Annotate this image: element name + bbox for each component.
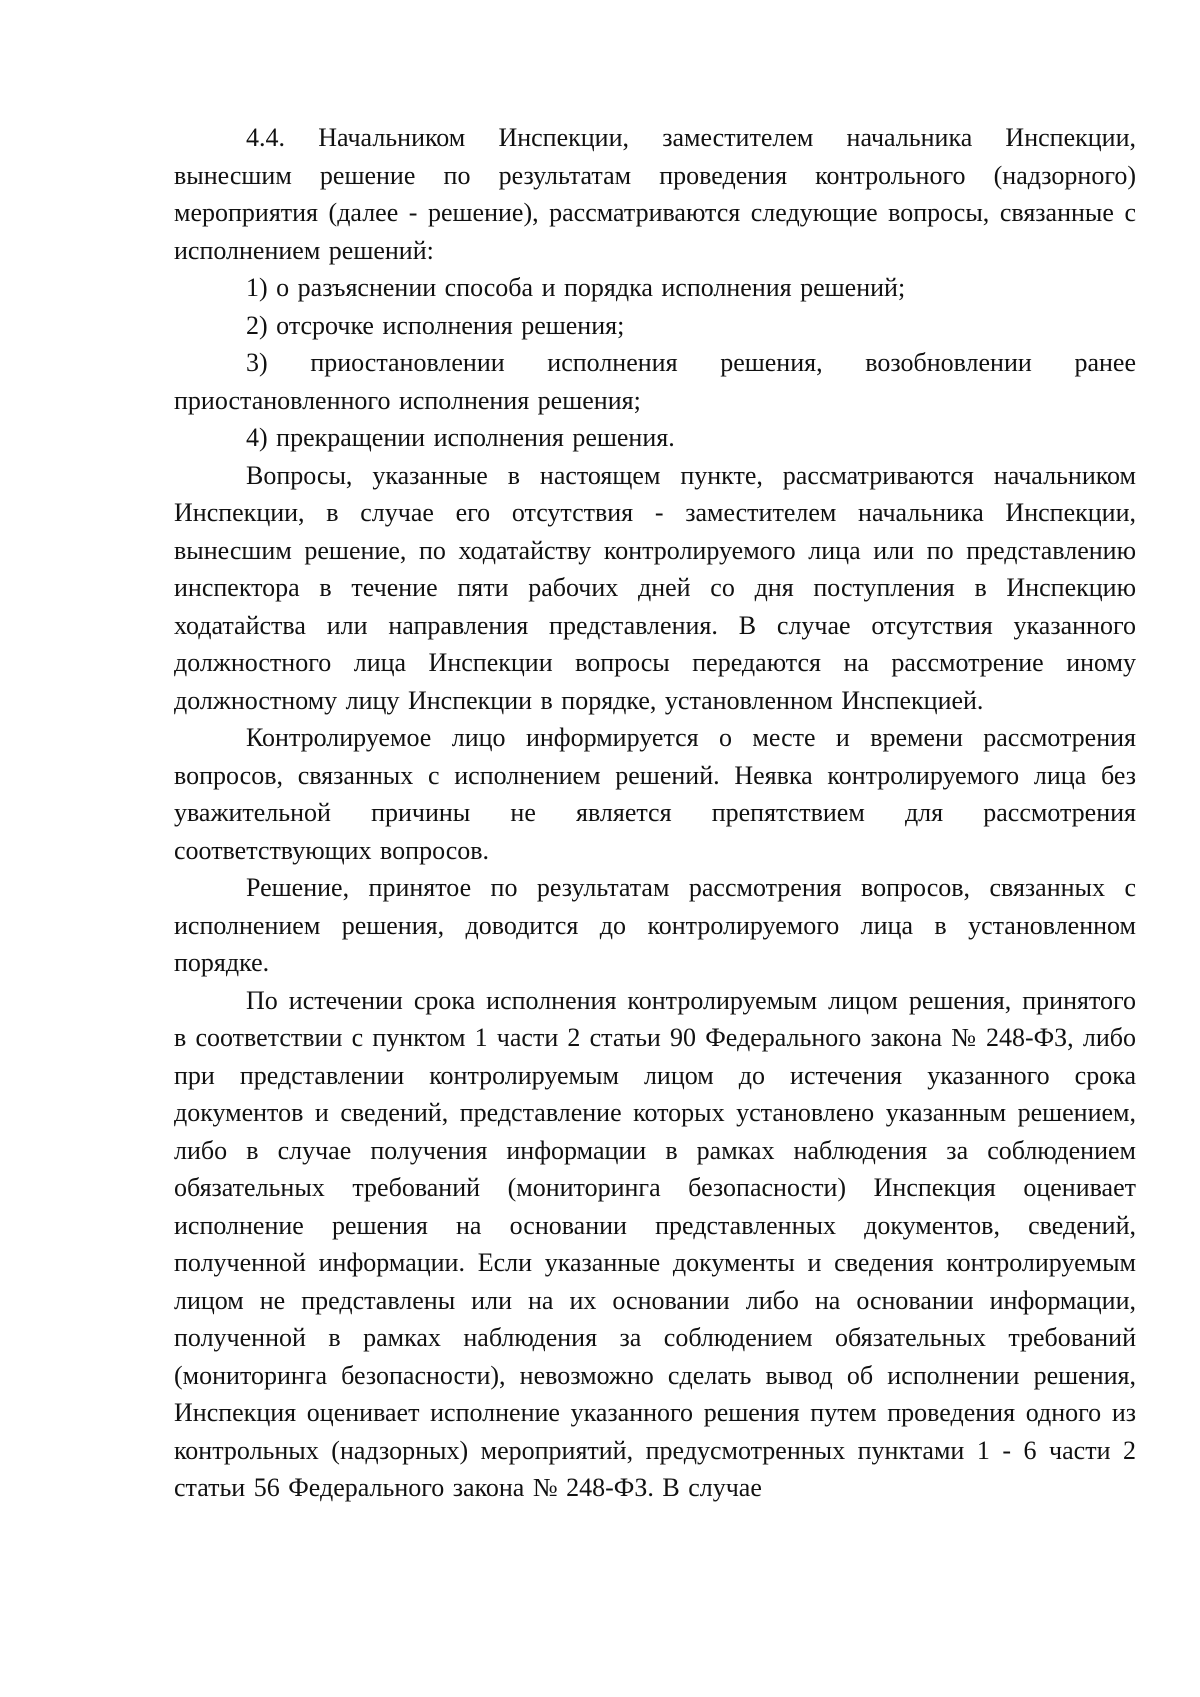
list-item-4: 4) прекращении исполнения решения. xyxy=(246,423,675,452)
paragraph-informing: Контролируемое лицо информируется о месте и времени рассмотрения вопросов, связанных с исполнением решений. Неявка контролируемого лица без уважительной причины не является препятствием для рассмотрения соответствующих вопросов. xyxy=(174,723,1136,865)
paragraph-4-4-intro: 4.4. Начальником Инспекции, заместителем начальника Инспекции, вынесшим решение по результатам проведения контрольного (надзорного) мероприятия (далее - решение), рассматриваются следующие вопросы, связанные с исполнением решений: xyxy=(174,123,1136,265)
document-page xyxy=(174,119,1136,1507)
paragraph-evaluation: По истечении срока исполнения контролируемым лицом решения, принятого в соответствии с пунктом 1 части 2 статьи 90 Федерального закона № 248-ФЗ, либо при представлении контролируемым лицом до истечения указанного срока документов и сведений, представление которых установлено указанным решением, либо в случае получения информации в рамках наблюдения за соблюдением обязательных требований (мониторинга безопасности) Инспекция оценивает исполнение решения на основании представленных документов, сведений, полученной информации. Если указанные документы и сведения контролируемым лицом не представлены или на их основании либо на основании информации, полученной в рамках наблюдения за соблюдением обязательных требований (мониторинга безопасности), невозможно сделать вывод об исполнении решения, Инспекция оценивает исполнение указанного решения путем проведения одного из контрольных (надзорных) мероприятий, предусмотренных пунктами 1 - 6 части 2 статьи 56 Федерального закона № 248-ФЗ. В случае xyxy=(174,985,1136,1502)
paragraph-decision-delivery: Решение, принятое по результатам рассмотрения вопросов, связанных с исполнением решения, доводится до контролируемого лица в установленном порядке. xyxy=(174,873,1136,977)
paragraph-questions-review: Вопросы, указанные в настоящем пункте, рассматриваются начальником Инспекции, в случае его отсутствия - заместителем начальника Инспекции, вынесшим решение, по ходатайству контролируемого лица или по представлению инспектора в течение пяти рабочих дней со дня поступления в Инспекцию ходатайства или направления представления. В случае отсутствия указанного должностного лица Инспекции вопросы передаются на рассмотрение иному должностному лицу Инспекции в порядке, установленном Инспекцией. xyxy=(174,460,1136,715)
list-item-3: 3) приостановлении исполнения решения, возобновлении ранее приостановленного исполнения решения; xyxy=(174,348,1136,415)
list-item-1: 1) о разъяснении способа и порядка исполнения решений; xyxy=(246,273,906,302)
list-item-2: 2) отсрочке исполнения решения; xyxy=(246,310,625,340)
